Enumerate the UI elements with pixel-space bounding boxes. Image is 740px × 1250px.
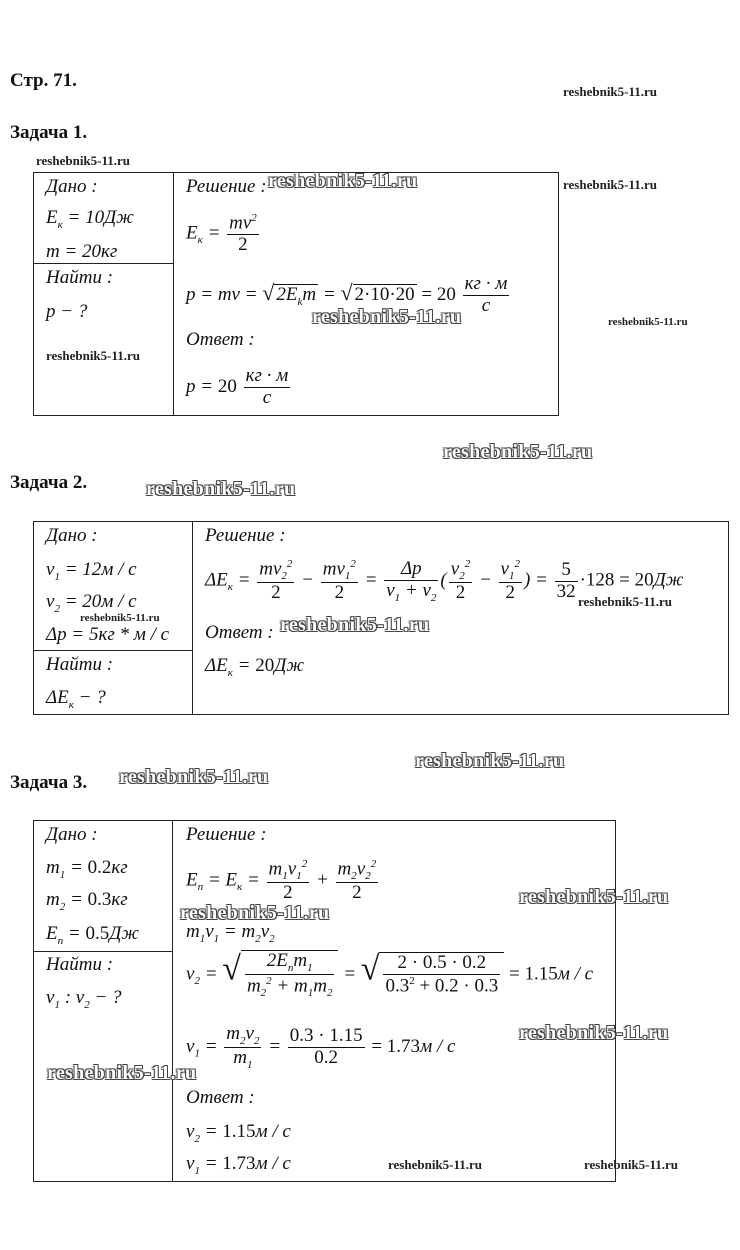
- watermark: reshebnik5-11.ru: [146, 478, 296, 500]
- task1-formula-momentum: p = mv = √ $2E_km$ = √ 2·10·20 = 20 $\frac{кг \cdot м}{с}$: [186, 273, 508, 316]
- watermark: reshebnik5-11.ru: [180, 902, 330, 924]
- task3-answer-label: Ответ :: [186, 1087, 255, 1108]
- task1-answer-value: p = 20 $\frac{кг \cdot м}{с}$: [186, 365, 289, 408]
- task1-given-label: Дано :: [46, 176, 98, 197]
- task2-given-dp: Δp = 5кг * м / с: [46, 624, 170, 645]
- page-title: Стр. 71.: [10, 70, 77, 91]
- task3-answer-v1: $v_1 = 1.73м / с$: [186, 1153, 291, 1177]
- task3-given-m2: $m_2 = 0.3кг$: [46, 889, 128, 913]
- task2-heading: Задача 2.: [10, 472, 88, 493]
- task3-formula-momentum: $m_1v_1 = m_2v_2$: [186, 921, 275, 945]
- task2-solution-label: Решение :: [205, 525, 286, 546]
- task2-formula: $\Delta E_к$ = $\frac{mv_2^2}{2}$ − $\frac{mv_1^2}{2}$ = $\frac{\Delta p}{v_1 + v_2}$ ( $\frac{v_2^2}{2}$ − $\frac{v_1^2}{2}$ ) = $\frac{5}{32}$ ·128 = 20Дж: [205, 557, 684, 604]
- task3-formula-v1: $v_1$ = $\frac{m_2v_2}{m_1}$ = $\frac{0.3 \cdot 1.15}{0.2}$ = 1.73м / с: [186, 1023, 456, 1071]
- watermark: reshebnik5-11.ru: [46, 348, 141, 363]
- task1-find-value: p − ?: [46, 301, 88, 322]
- watermark: reshebnik5-11.ru: [608, 316, 688, 328]
- task1-heading: Задача 1.: [10, 122, 88, 143]
- task2-given-v2: $v_2 = 20м / с$: [46, 591, 137, 615]
- task3-formula-v2: $v_2$ = √ $\frac{2E_пm_1}{m_2^2 + m_1m_2}$ = √ $\frac{2 \cdot 0.5 \cdot 0.2}{0.3^2 + 0.2 \cdot 0.3}$ = 1.15м / с: [186, 950, 594, 1000]
- task1-given-energy: $E_к = 10Дж$: [46, 207, 134, 231]
- task3-answer-v2: $v_2 = 1.15м / с$: [186, 1121, 291, 1145]
- task3-given-label: Дано :: [46, 824, 98, 845]
- watermark: reshebnik5-11.ru: [563, 84, 658, 99]
- task2-find-label: Найти :: [46, 654, 114, 675]
- watermark: reshebnik5-11.ru: [415, 750, 565, 772]
- watermark: reshebnik5-11.ru: [47, 1062, 197, 1084]
- task3-solution-label: Решение :: [186, 824, 267, 845]
- task3-find-label: Найти :: [46, 954, 114, 975]
- watermark: reshebnik5-11.ru: [36, 153, 131, 168]
- watermark: reshebnik5-11.ru: [519, 1022, 669, 1044]
- watermark: reshebnik5-11.ru: [584, 1157, 679, 1172]
- watermark: reshebnik5-11.ru: [280, 614, 430, 636]
- task1-solution-label: Решение :: [186, 176, 267, 197]
- task2-answer-value: $\Delta E_к = 20Дж$: [205, 655, 305, 679]
- watermark: reshebnik5-11.ru: [119, 766, 269, 788]
- watermark: reshebnik5-11.ru: [312, 306, 462, 328]
- task3-heading: Задача 3.: [10, 772, 88, 793]
- watermark: reshebnik5-11.ru: [268, 170, 418, 192]
- task2-given-v1: $v_1 = 12м / с$: [46, 559, 137, 583]
- watermark: reshebnik5-11.ru: [388, 1157, 483, 1172]
- task3-formula-energy: $E_п = E_к$ = $\frac{m_1v_1^2}{2}$ + $\frac{m_2v_2^2}{2}$: [186, 858, 377, 904]
- task1-find-label: Найти :: [46, 267, 114, 288]
- task2-find-value: $\Delta E_к$ − ?: [46, 687, 106, 711]
- watermark: reshebnik5-11.ru: [578, 594, 673, 609]
- task1-given-mass: m = 20кг: [46, 241, 118, 262]
- watermark: reshebnik5-11.ru: [519, 886, 669, 908]
- task1-answer-label: Ответ :: [186, 329, 255, 350]
- task2-given-label: Дано :: [46, 525, 98, 546]
- task3-given-ep: $E_п = 0.5Дж$: [46, 923, 139, 947]
- watermark: reshebnik5-11.ru: [563, 177, 658, 192]
- task1-formula-energy: $E_к$ = $\frac{mv^2}{2}$: [186, 212, 257, 256]
- task3-find-value: $v_1$ : $v_2$ − ?: [46, 987, 122, 1011]
- watermark: reshebnik5-11.ru: [80, 612, 160, 624]
- task2-answer-label: Ответ :: [205, 622, 274, 643]
- task3-given-m1: $m_1 = 0.2кг$: [46, 857, 128, 881]
- watermark: reshebnik5-11.ru: [443, 441, 593, 463]
